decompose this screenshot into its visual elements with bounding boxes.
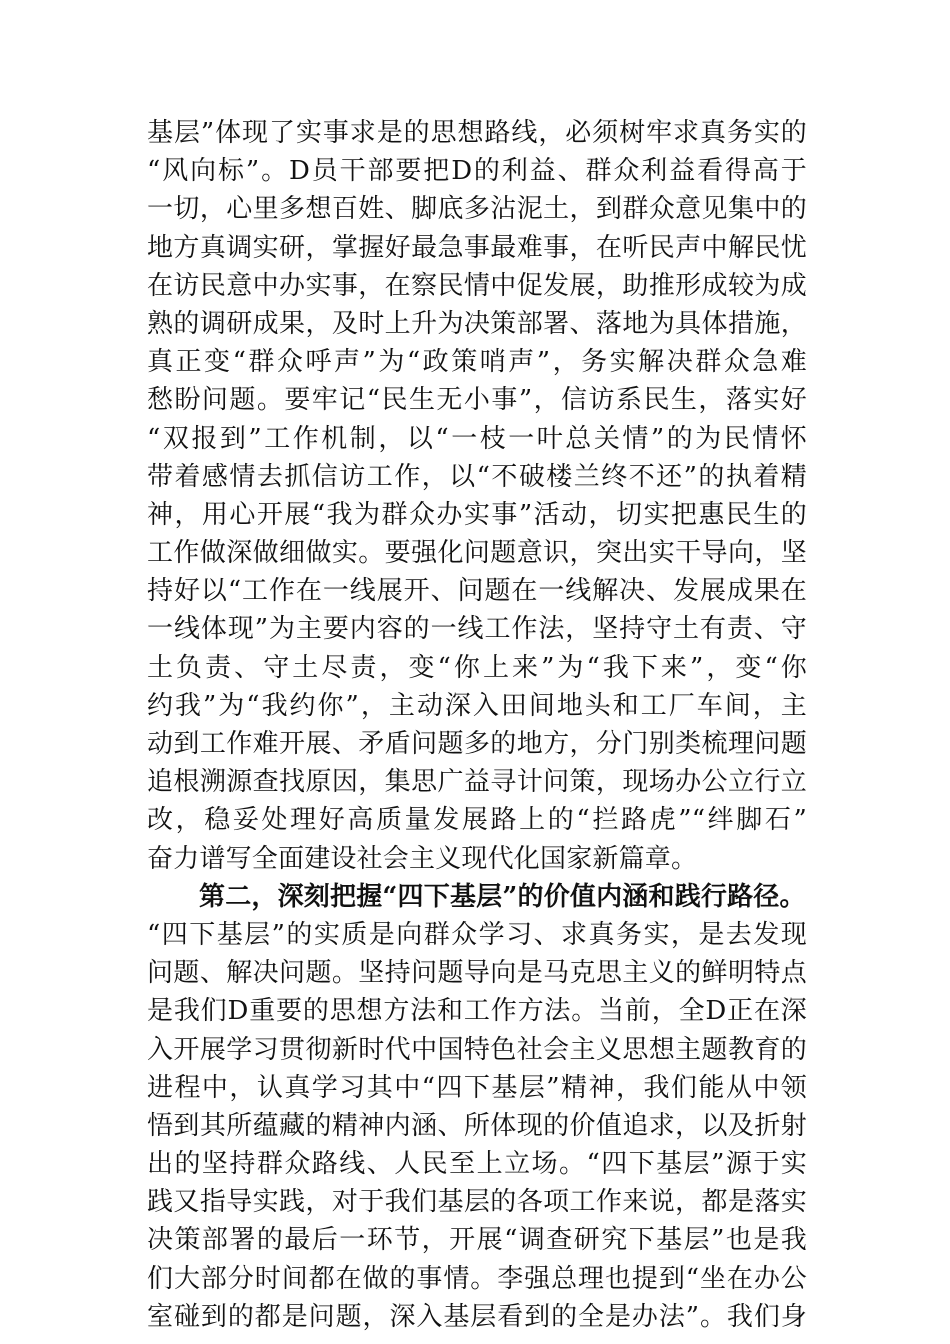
text-line: 奋力谱写全面建设社会主义现代化国家新篇章。 — [147, 843, 698, 874]
text-line: 践又指导实践，对于我们基层的各项工作来说，都是落实 — [147, 1187, 807, 1218]
text-line: 约我”为“我约你”，主动深入田间地头和工厂车间，主 — [147, 690, 807, 721]
text-line: 工作做深做细做实。要强化问题意识，突出实干导向，坚 — [147, 538, 807, 569]
text-line: 在访民意中办实事，在察民情中促发展，助推形成较为成 — [147, 270, 807, 301]
text-line: 室碰到的都是问题，深入基层看到的全是办法”。我们身 — [147, 1301, 807, 1332]
text-line: 动到工作难开展、矛盾问题多的地方，分门别类梳理问题 — [147, 729, 807, 759]
text-line: 神，用心开展“我为群众办实事”活动，切实把惠民生的 — [147, 499, 807, 530]
text-line: 问题、解决问题。坚持问题导向是马克思主义的鲜明特点 — [147, 958, 807, 989]
text-line: “风向标”。D员干部要把D的利益、群众利益看得高于 — [147, 156, 807, 187]
text-line: 一线体现”为主要内容的一线工作法，坚持守土有责、守 — [147, 614, 807, 645]
text-line: 熟的调研成果，及时上升为决策部署、落地为具体措施， — [147, 308, 807, 339]
text-line: 愁盼问题。要牢记“民生无小事”，信访系民生，落实好 — [147, 385, 807, 416]
text-line: 土负责、守土尽责，变“你上来”为“我下来”，变“你 — [147, 652, 807, 683]
text-line: 改，稳妥处理好高质量发展路上的“拦路虎”“绊脚石” — [147, 805, 807, 836]
text-line: 悟到其所蕴藏的精神内涵、所体现的价值追求，以及折射 — [147, 1110, 807, 1141]
section-heading: 第二，深刻把握“四下基层”的价值内涵和践行路径。 — [199, 881, 806, 912]
text-line: 持好以“工作在一线展开、问题在一线解决、发展成果在 — [147, 576, 807, 607]
text-line: “双报到”工作机制，以“一枝一叶总关情”的为民情怀 — [147, 423, 807, 454]
text-line: 基层”体现了实事求是的思想路线，必须树牢求真务实的 — [147, 118, 807, 148]
text-line: 进程中，认真学习其中“四下基层”精神，我们能从中领 — [147, 1072, 807, 1103]
text-line: 决策部署的最后一环节，开展“调查研究下基层”也是我 — [147, 1225, 807, 1256]
text-line: 追根溯源查找原因，集思广益寻计问策，现场办公立行立 — [147, 767, 807, 798]
text-line: 地方真调实研，掌握好最急事最难事，在听民声中解民忧 — [147, 232, 807, 263]
text-line: 带着感情去抓信访工作，以“不破楼兰终不还”的执着精 — [147, 461, 807, 492]
text-line: 一切，心里多想百姓、脚底多沾泥土，到群众意见集中的 — [147, 194, 807, 225]
text-line: 们大部分时间都在做的事情。李强总理也提到“坐在办公 — [147, 1263, 807, 1294]
body-text — [147, 114, 807, 1336]
text-line: 是我们D重要的思想方法和工作方法。当前，全D正在深 — [147, 996, 807, 1027]
text-line: “四下基层”的实质是向群众学习、求真务实，是去发现 — [147, 919, 807, 950]
text-line: 出的坚持群众路线、人民至上立场。“四下基层”源于实 — [147, 1149, 807, 1180]
text-line: 真正变“群众呼声”为“政策哨声”，务实解决群众急难 — [147, 347, 807, 378]
text-line: 入开展学习贯彻新时代中国特色社会主义思想主题教育的 — [147, 1034, 807, 1065]
